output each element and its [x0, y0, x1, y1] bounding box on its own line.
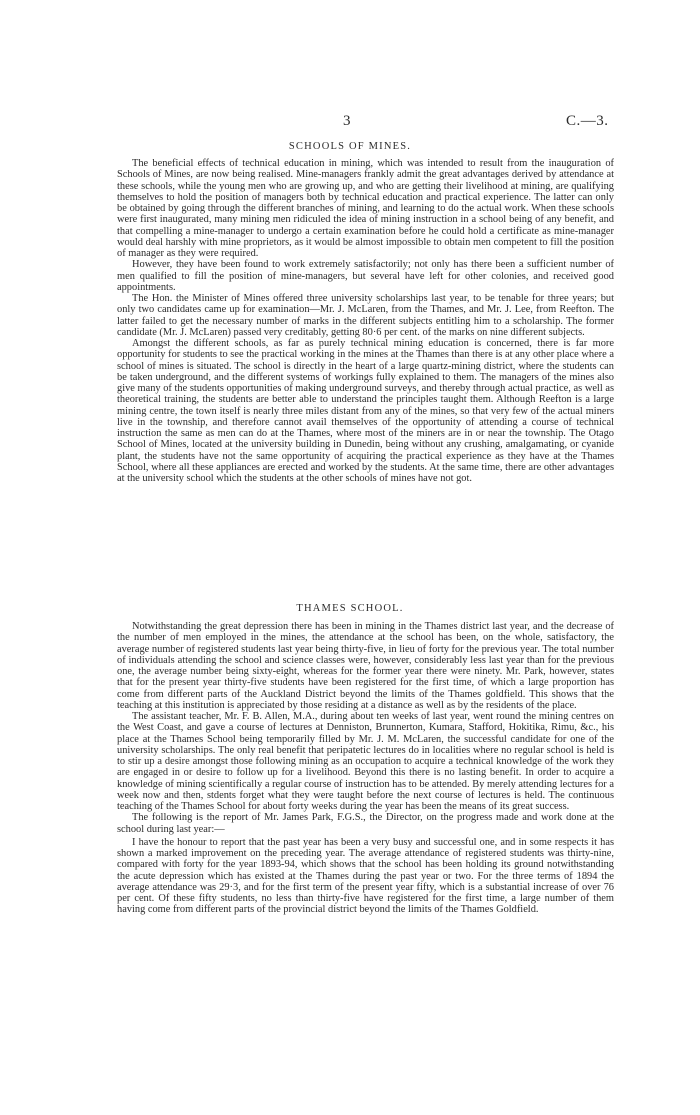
section-body-schools-of-mines — [117, 158, 614, 484]
paragraph: However, they have been found to work extremely satisfactorily; not only has there been a sufficient number of men qualified to fill the position of mine-managers, but several have left for other colonies, and received good appointments. — [117, 259, 614, 293]
section-heading-thames-school: THAMES SCHOOL. — [296, 603, 404, 614]
paragraph: Amongst the different schools, as far as purely technical mining education is concerned, there is far more opportunity for students to see the practical working in the mines at the Thames than there is at any other place where a school of mines is situated. The school is directly in the heart of a large quartz-mining district, where the students can be taken underground, and the different systems of workings fully explained to them. The managers of the mines also give many of the students opportunities of making underground surveys, and thereby through actual practice, as well as theoretical training, the students are better able to understand the principles taught them. Although Reefton is a large mining centre, the town itself is nearly three miles distant from any of the mines, so that very few of the actual miners live in the township, and therefore cannot avail themselves of the opportunity of attending a course of technical instruction the same as men can do at the Thames, where most of the miners are in or near the township. The Otago School of Mines, located at the university building in Dunedin, being without any crushing, amalgamating, or cyanide plant, the students have not the same opportunity of acquiring the practical experience as they have at the Thames School, where all these appliances are erected and worked by the students. At the same time, there are other advantages at the university school which the students at the other schools of mines have not got. — [117, 338, 614, 484]
page-number: 3 — [343, 113, 351, 129]
paragraph: The beneficial effects of technical education in mining, which was intended to result from the inauguration of Schools of Mines, are now being realised. Mine-managers frankly admit the great advantages derived by attendance at these schools, while the young men who are growing up, and who are getting their livelihood at mining, are qualifying themselves to hold the position of managers both by technical education and practical experience. The latter can only be obtained by going through the different branches of mining, and learning to do the actual work. When these schools were first inaugurated, many mining men ridiculed the idea of mining instruction in a school being of any benefit, and that compelling a mine-manager to undergo a certain examination before he could hold a certificate as mine-manager would deal harshly with mine proprietors, as it would be almost impossible to obtain men competent to fill the position of manager as they were required. — [117, 158, 614, 259]
page-code: C.—3. — [566, 113, 609, 129]
paragraph: The Hon. the Minister of Mines offered three university scholarships last year, to be tenable for three years; but only two candidates came up for examination—Mr. J. McLaren, from the Thames, and Mr. J. Lee, from Reefton. The latter failed to get the necessary number of marks in the different subjects entitling him to a scholarship. The former candidate (Mr. J. McLaren) passed very creditably, getting 80·6 per cent. of the marks on nine different subjects. — [117, 293, 614, 338]
section-heading-schools-of-mines: SCHOOLS OF MINES. — [288, 141, 412, 152]
paragraph: Notwithstanding the great depression there has been in mining in the Thames district last year, and the decrease of the number of men employed in the mines, the attendance at the school has been, on the whole, satisfactory, the average number of registered students last year being thirty-five, in lieu of forty for the previous year. The total number of individuals attending the school and science classes were, however, considerably less last year than for the previous one, the average number being sixty-eight, whereas for the former year there were ninety. Mr. Park, however, states that for the present year thirty-five students have been registered for the first time, of which a large proportion has come from different parts of the Auckland District beyond the limits of the Thames goldfield. This shows that the teaching at this institution is appreciated by those residing at a distance as well as by the residents of the place. — [117, 621, 614, 711]
paragraph: The following is the report of Mr. James Park, F.G.S., the Director, on the progress made and work done at the school during last year:— — [117, 812, 614, 835]
report-letter-paragraph: I have the honour to report that the past year has been a very busy and successful one, and in some respects it has shown a marked improvement on the preceding year. The average attendance of registered students was thirty-nine, compared with forty for the year 1893-94, which shows that the school has been holding its ground notwithstanding the acute depression which has existed at the Thames during the past year or two. For the three terms of 1894 the average attendance was 29·3, and for the first term of the present year fifty, which is a substantial increase of over 76 per cent. Of these fifty students, no less than thirty-five have registered for the first time, a large number of them having come from different parts of the provincial district beyond the limits of the Thames Goldfield. — [117, 836, 614, 916]
section-body-thames-school — [117, 621, 614, 916]
paragraph: The assistant teacher, Mr. F. B. Allen, M.A., during about ten weeks of last year, went round the mining centres on the West Coast, and gave a course of lectures at Denniston, Brunnerton, Kumara, Stafford, Hokitika, Rimu, &c., his place at the Thames School being temporarily filled by Mr. J. M. McLaren, the successful candidate for one of the university scholarships. The only real benefit that peripatetic lectures do in localities where no regular school is held is to stir up a desire amongst those following mining as an occupation to acquire a technical knowledge of the work they are engaged in or desire to follow up for a livelihood. Beyond this there is no lasting benefit. In order to acquire a knowledge of mining scientifically a regular course of instruction has to be attended. By merely attending lectures for a week now and then, stdents forget what they were taught before the next course of lectures is held. The continuous teaching of the Thames School for about forty weeks during the year has been the means of its great success. — [117, 711, 614, 812]
